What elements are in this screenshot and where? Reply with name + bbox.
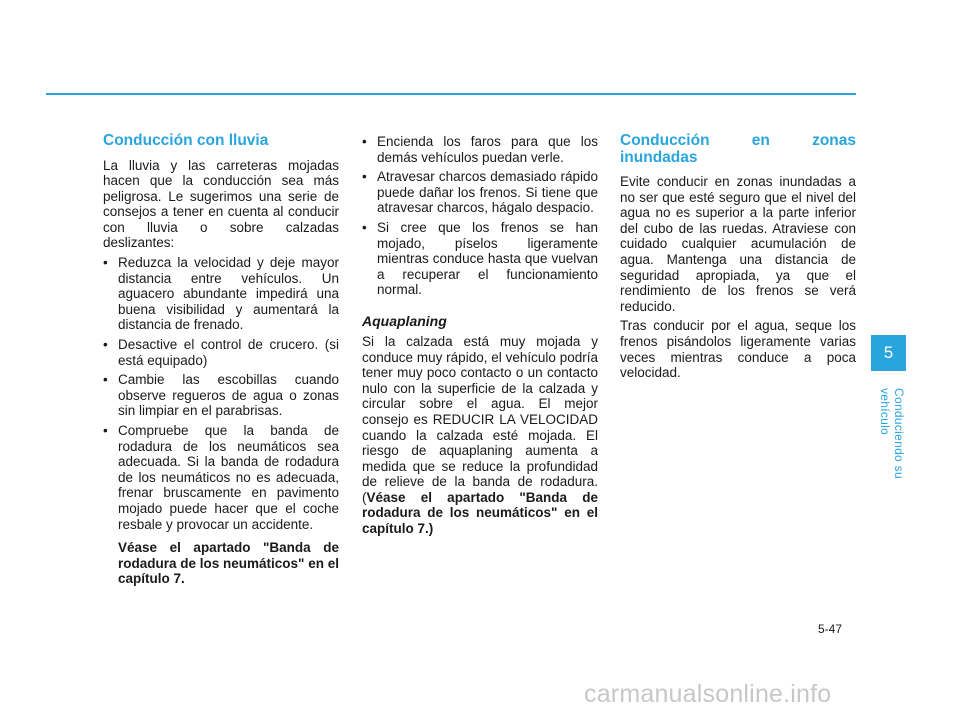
intro-paragraph: La lluvia y las carreteras mojadas hacen que la conducción sea más peligrosa. Le sugerimos una serie de consejos a tener en cuenta al conducir con lluvia o sobre calzadas deslizantes: (103, 157, 339, 251)
aquaplaning-reference: Véase el apartado "Banda de rodadura de los neumáticos" en el capítulo 7.) (362, 489, 598, 537)
bullet-icon: • (103, 423, 108, 438)
list-item: • Cambie las escobillas cuando observe regueros de agua o zonas sin limpiar en el parabrisas. (103, 372, 339, 419)
list-item: • Encienda los faros para que los demás vehículos puedan verle. (362, 134, 598, 165)
watermark: carmanualsonline.info (584, 680, 832, 708)
list-item: • Reduzca la velocidad y deje mayor distancia entre vehículos. Un aguacero abundante impedirá una buena visibilidad y aumentará la distancia de frenado. (103, 255, 339, 333)
section-heading-rain: Conducción con lluvia (103, 132, 269, 149)
chapter-number-tab: 5 (871, 335, 906, 371)
list-item: • Desactive el control de crucero. (si está equipado) (103, 337, 339, 368)
column-right (620, 133, 856, 385)
bullet-icon: • (362, 169, 367, 185)
rain-tips-list (103, 255, 339, 532)
list-item: • Compruebe que la banda de rodadura de los neumáticos sea adecuada. Si la banda de rodadura de los neumáticos no es adecuada, frenar bruscamente en pavimento mojado puede hacer que el coche resbale y provocar un accidente. (103, 423, 339, 532)
column-middle (362, 134, 598, 541)
list-item: • Atravesar charcos demasiado rápido puede dañar los frenos. Si tiene que atravesar charcos, hágalo despacio. (362, 169, 598, 216)
column-left (103, 133, 339, 587)
bullet-icon: • (103, 372, 108, 388)
bullet-icon: • (362, 219, 367, 235)
aquaplaning-paragraph: Si la calzada está muy mojada y conduce muy rápido, el vehículo podría tener muy poco contacto o un contacto nulo con la superficie de la calzada y circular sobre el agua. El mejor consejo es REDUCIR LA VELOCIDAD cuando la calzada esté mojada. El riesgo de aquaplaning aumenta a medida que se reduce la profundidad de relieve de la banda de rodadura. (Véase el apartado "Banda de rodadura de los neumáticos" en el capítulo 7.) (362, 333, 598, 537)
bullet-icon: • (103, 255, 108, 271)
bullet-icon: • (103, 337, 108, 353)
flooded-paragraph: Evite conducir en zonas inundadas a no ser que esté seguro que el nivel del agua no es superior a la parte inferior del cubo de las ruedas. Atraviese con cuidado cualquier acumulación de agua. Mantenga una distancia de seguridad apropiada, ya que el rendimiento de los frenos se verá reducido. (620, 174, 856, 314)
flooded-paragraph: Tras conducir por el agua, seque los frenos pisándolos ligeramente varias veces mientras conduce a poca velocidad. (620, 318, 856, 381)
rain-tips-list-continued (362, 134, 598, 298)
header-rule (46, 93, 856, 95)
chapter-title: Conduciendo su vehículo (878, 388, 906, 479)
section-heading-flooded: Conducción en zonas inundadas (620, 132, 856, 166)
cross-reference: Véase el apartado "Banda de rodadura de los neumáticos" en el capítulo 7. (118, 540, 339, 587)
list-item: • Si cree que los frenos se han mojado, píselos ligeramente mientras conduce hasta que vuelvan a recuperar el funcionamiento normal. (362, 219, 598, 298)
subheading-aquaplaning: Aquaplaning (362, 312, 447, 329)
page-number: 5-47 (818, 622, 843, 636)
bullet-icon: • (362, 134, 367, 149)
